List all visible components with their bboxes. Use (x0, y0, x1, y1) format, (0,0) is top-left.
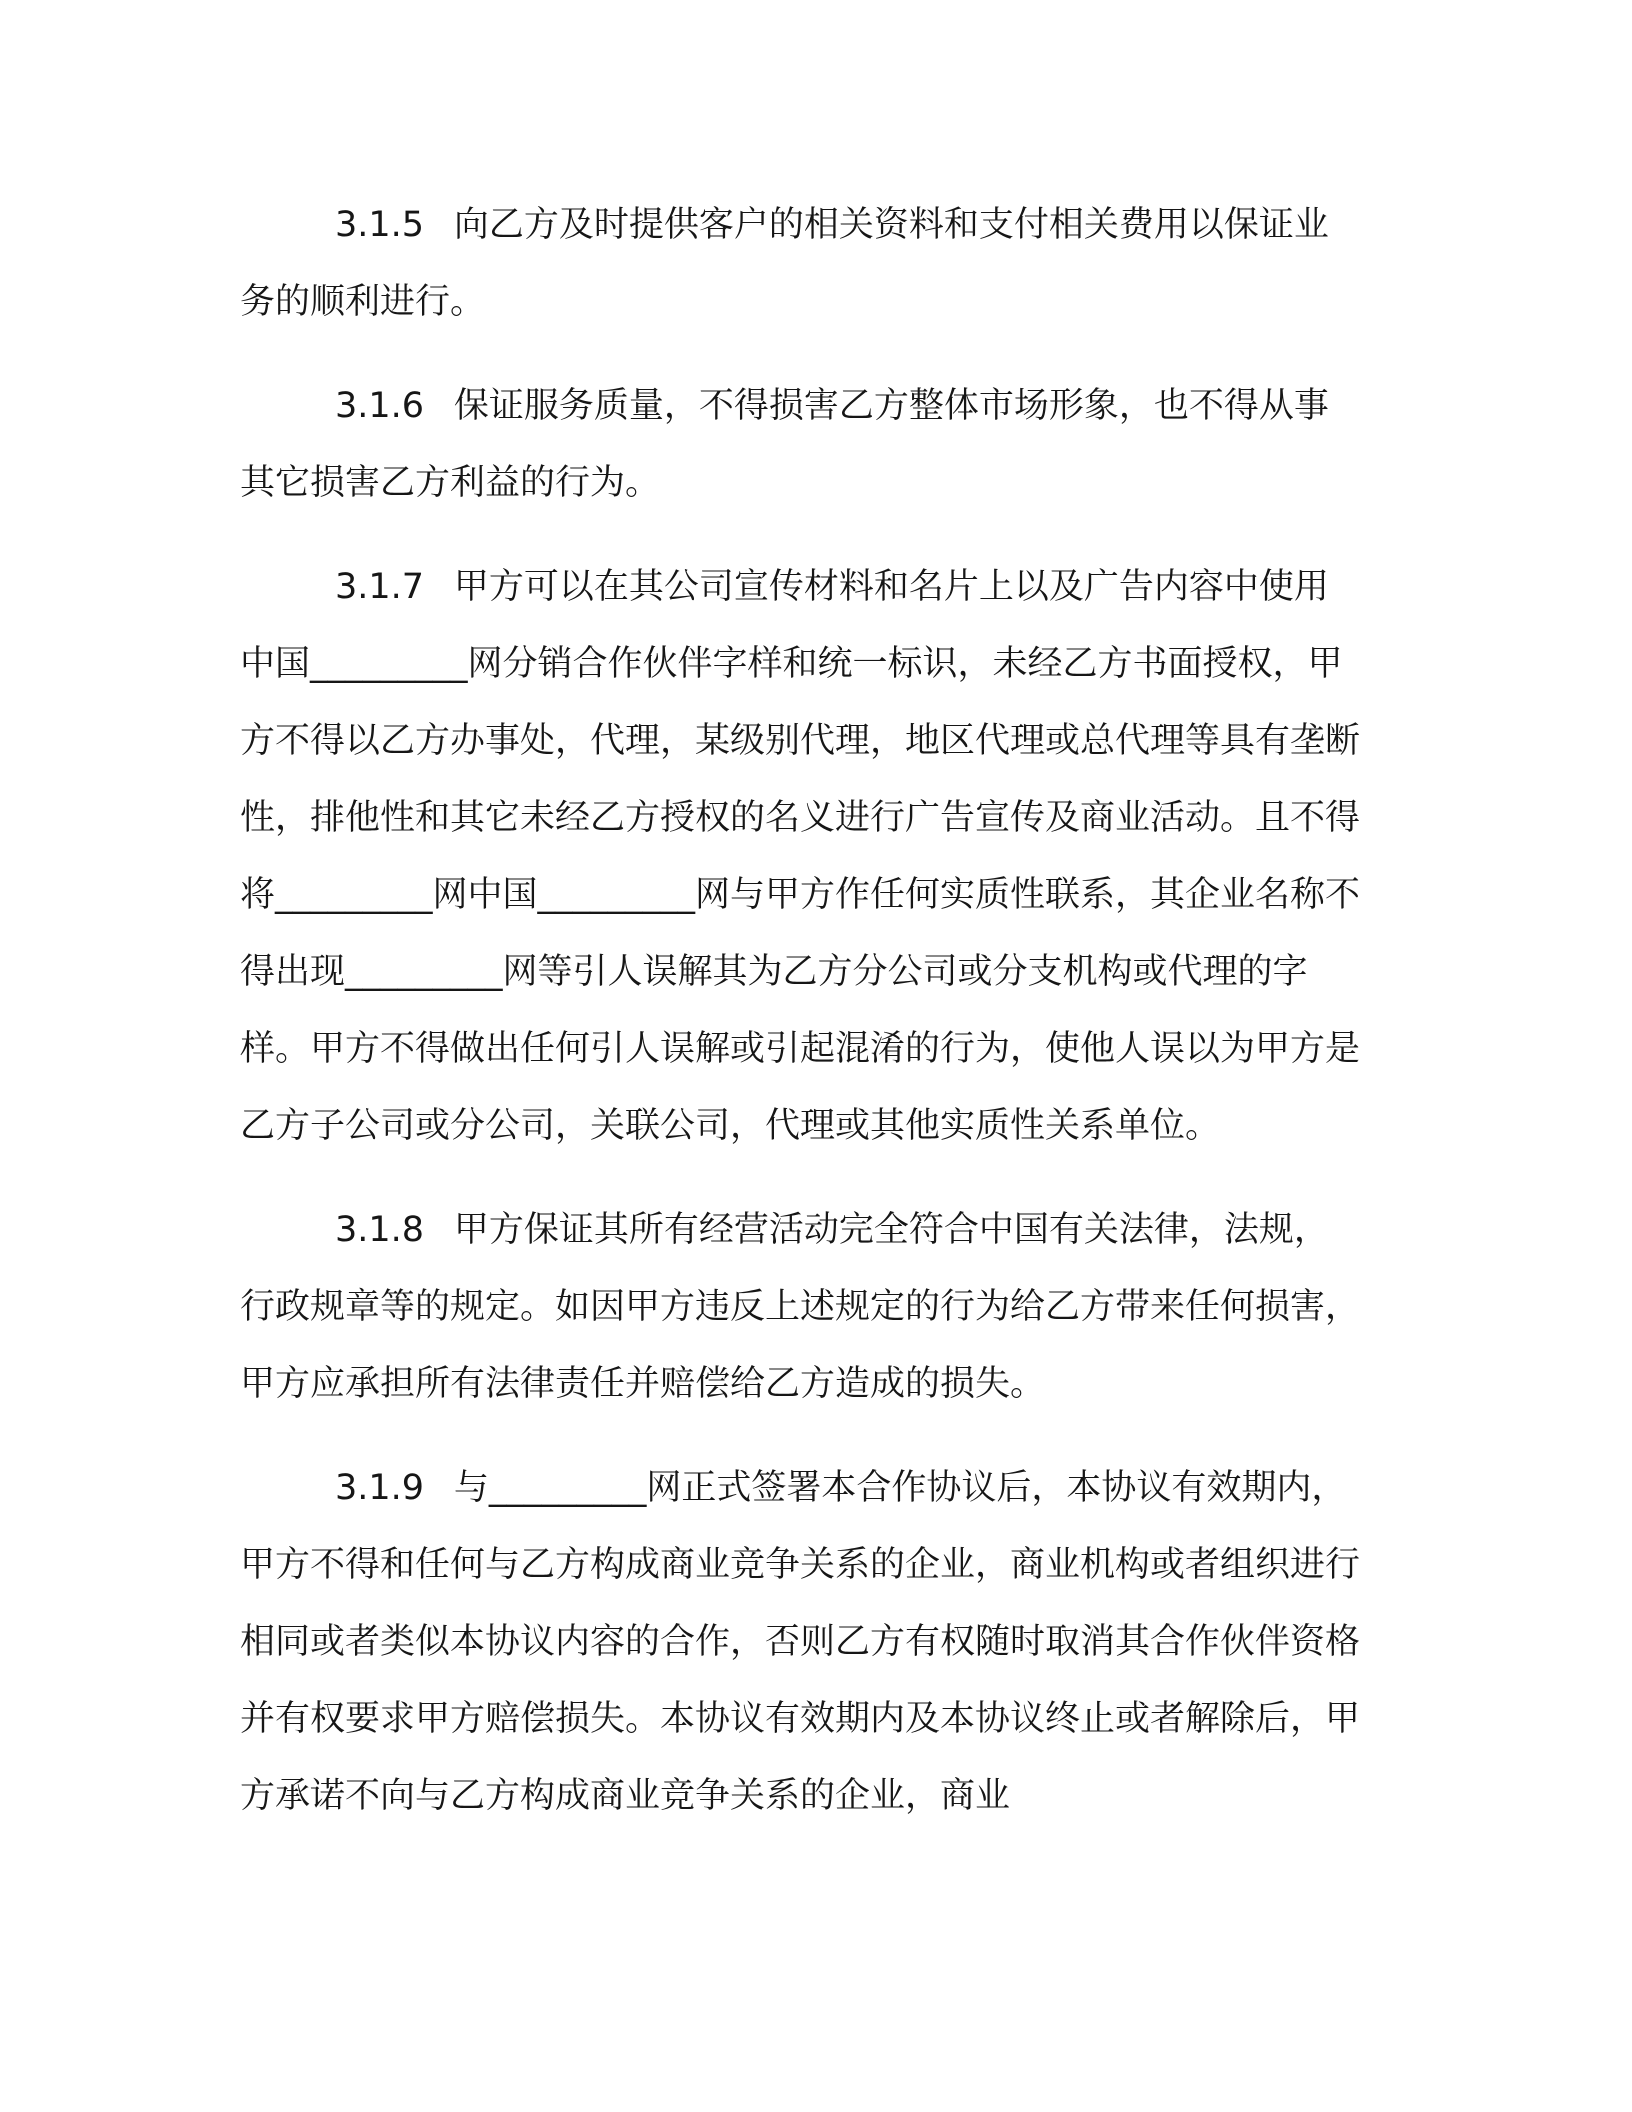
clause-text: 甲方可以在其公司宣传材料和名片上以及广告内容中使用中国_________网分销合作伙伴字样和统一标识，未经乙方书面授权，甲方不得以乙方办事处，代理，某级别代理，地区代理或总代理等具有垄断性，排他性和其它未经乙方授权的名义进行广告宣传及商业活动。且不得将_________网中国_________网与甲方作任何实质性联系，其企业名称不得出现_________网等引人误解其为乙方分公司或分支机构或代理的字样。甲方不得做出任何引人误解或引起混淆的行为，使他人误以为甲方是乙方子公司或分公司，关联公司，代理或其他实质性关系单位。 (240, 567, 1361, 1146)
clause-3-1-8 (240, 1192, 1360, 1423)
clause-3-1-9 (240, 1450, 1360, 1835)
clause-text: 向乙方及时提供客户的相关资料和支付相关费用以保证业务的顺利进行。 (240, 205, 1329, 322)
clause-text: 保证服务质量，不得损害乙方整体市场形象，也不得从事其它损害乙方利益的行为。 (240, 386, 1329, 503)
clause-number: 3.1.8 (335, 1210, 425, 1250)
document-body (240, 187, 1360, 1862)
clause-3-1-5 (240, 187, 1360, 341)
clause-number: 3.1.7 (335, 567, 425, 607)
clause-3-1-6 (240, 368, 1360, 522)
clause-number: 3.1.6 (335, 386, 425, 426)
clause-text: 与_________网正式签署本合作协议后，本协议有效期内，甲方不得和任何与乙方构成商业竞争关系的企业，商业机构或者组织进行相同或者类似本协议内容的合作，否则乙方有权随时取消其合作伙伴资格并有权要求甲方赔偿损失。本协议有效期内及本协议终止或者解除后，甲方承诺不向与乙方构成商业竞争关系的企业，商业 (240, 1468, 1361, 1816)
clause-3-1-7 (240, 549, 1360, 1165)
clause-number: 3.1.9 (335, 1468, 425, 1508)
clause-text: 甲方保证其所有经营活动完全符合中国有关法律，法规，行政规章等的规定。如因甲方违反上述规定的行为给乙方带来任何损害，甲方应承担所有法律责任并赔偿给乙方造成的损失。 (240, 1210, 1361, 1404)
clause-number: 3.1.5 (335, 205, 425, 245)
